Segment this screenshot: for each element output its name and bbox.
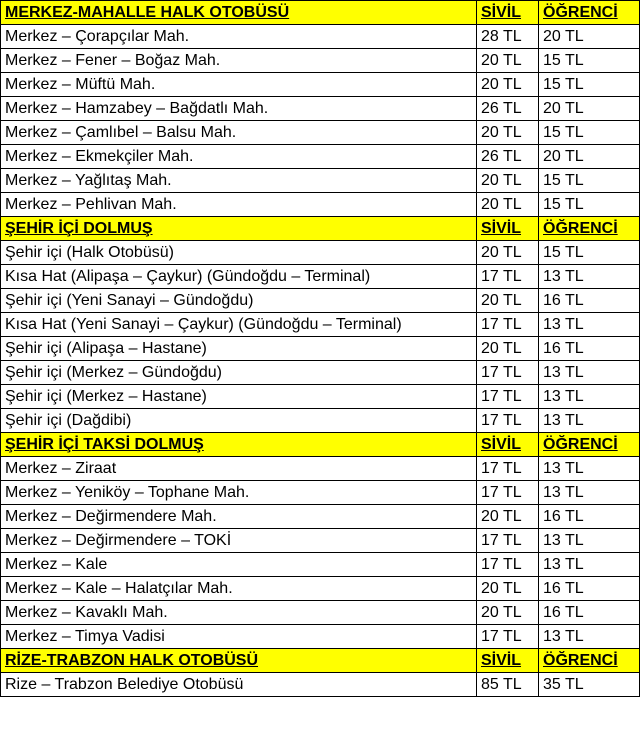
table-row (1, 97, 640, 121)
column-header-ogrenci: ÖĞRENCİ (539, 649, 640, 673)
ogrenci-fare: 35 TL (539, 673, 640, 697)
route-name: Kısa Hat (Yeni Sanayi – Çaykur) (Gündoğdu – Terminal) (1, 313, 477, 337)
sivil-fare: 20 TL (477, 337, 539, 361)
route-name: Merkez – Yeniköy – Tophane Mah. (1, 481, 477, 505)
column-header-ogrenci: ÖĞRENCİ (539, 1, 640, 25)
route-name: Merkez – Fener – Boğaz Mah. (1, 49, 477, 73)
section-title: MERKEZ-MAHALLE HALK OTOBÜSÜ (1, 1, 477, 25)
route-name: Merkez – Değirmendere – TOKİ (1, 529, 477, 553)
sivil-fare: 20 TL (477, 121, 539, 145)
ogrenci-fare: 20 TL (539, 97, 640, 121)
table-row (1, 457, 640, 481)
sivil-fare: 28 TL (477, 25, 539, 49)
ogrenci-fare: 16 TL (539, 505, 640, 529)
ogrenci-fare: 15 TL (539, 121, 640, 145)
ogrenci-fare: 13 TL (539, 313, 640, 337)
sivil-fare: 17 TL (477, 385, 539, 409)
route-name: Merkez – Ekmekçiler Mah. (1, 145, 477, 169)
fare-table-body (1, 1, 640, 697)
table-row (1, 49, 640, 73)
route-name: Şehir içi (Merkez – Hastane) (1, 385, 477, 409)
sivil-fare: 17 TL (477, 529, 539, 553)
sivil-fare: 85 TL (477, 673, 539, 697)
table-row (1, 673, 640, 697)
ogrenci-fare: 13 TL (539, 457, 640, 481)
route-name: Merkez – Ziraat (1, 457, 477, 481)
sivil-fare: 20 TL (477, 193, 539, 217)
sivil-fare: 20 TL (477, 169, 539, 193)
route-name: Merkez – Müftü Mah. (1, 73, 477, 97)
sivil-fare: 17 TL (477, 409, 539, 433)
ogrenci-fare: 13 TL (539, 361, 640, 385)
table-row (1, 577, 640, 601)
route-name: Merkez – Çamlıbel – Balsu Mah. (1, 121, 477, 145)
sivil-fare: 26 TL (477, 145, 539, 169)
table-row (1, 241, 640, 265)
table-row (1, 481, 640, 505)
sivil-fare: 20 TL (477, 289, 539, 313)
ogrenci-fare: 20 TL (539, 25, 640, 49)
section-header-row (1, 433, 640, 457)
table-row (1, 169, 640, 193)
sivil-fare: 17 TL (477, 553, 539, 577)
ogrenci-fare: 16 TL (539, 289, 640, 313)
sivil-fare: 20 TL (477, 505, 539, 529)
column-header-ogrenci: ÖĞRENCİ (539, 433, 640, 457)
table-row (1, 601, 640, 625)
sivil-fare: 17 TL (477, 625, 539, 649)
route-name: Merkez – Hamzabey – Bağdatlı Mah. (1, 97, 477, 121)
sivil-fare: 17 TL (477, 481, 539, 505)
route-name: Şehir içi (Yeni Sanayi – Gündoğdu) (1, 289, 477, 313)
ogrenci-fare: 15 TL (539, 169, 640, 193)
route-name: Rize – Trabzon Belediye Otobüsü (1, 673, 477, 697)
ogrenci-fare: 16 TL (539, 601, 640, 625)
route-name: Merkez – Çorapçılar Mah. (1, 25, 477, 49)
table-row (1, 25, 640, 49)
route-name: Merkez – Timya Vadisi (1, 625, 477, 649)
route-name: Merkez – Kale (1, 553, 477, 577)
table-row (1, 409, 640, 433)
table-row (1, 73, 640, 97)
route-name: Merkez – Değirmendere Mah. (1, 505, 477, 529)
route-name: Şehir içi (Halk Otobüsü) (1, 241, 477, 265)
table-row (1, 313, 640, 337)
sivil-fare: 17 TL (477, 265, 539, 289)
ogrenci-fare: 16 TL (539, 577, 640, 601)
table-row (1, 145, 640, 169)
ogrenci-fare: 13 TL (539, 625, 640, 649)
table-row (1, 361, 640, 385)
ogrenci-fare: 13 TL (539, 481, 640, 505)
column-header-sivil: SİVİL (477, 217, 539, 241)
sivil-fare: 17 TL (477, 313, 539, 337)
sivil-fare: 20 TL (477, 577, 539, 601)
route-name: Merkez – Yağlıtaş Mah. (1, 169, 477, 193)
section-title: RİZE-TRABZON HALK OTOBÜSÜ (1, 649, 477, 673)
ogrenci-fare: 13 TL (539, 553, 640, 577)
ogrenci-fare: 15 TL (539, 193, 640, 217)
section-header-row (1, 217, 640, 241)
section-header-row (1, 1, 640, 25)
ogrenci-fare: 15 TL (539, 241, 640, 265)
table-row (1, 553, 640, 577)
table-row (1, 625, 640, 649)
ogrenci-fare: 15 TL (539, 49, 640, 73)
route-name: Şehir içi (Alipaşa – Hastane) (1, 337, 477, 361)
table-row (1, 193, 640, 217)
table-row (1, 121, 640, 145)
table-row (1, 529, 640, 553)
table-row (1, 505, 640, 529)
ogrenci-fare: 15 TL (539, 73, 640, 97)
ogrenci-fare: 13 TL (539, 409, 640, 433)
table-row (1, 385, 640, 409)
route-name: Merkez – Kavaklı Mah. (1, 601, 477, 625)
sivil-fare: 20 TL (477, 49, 539, 73)
ogrenci-fare: 20 TL (539, 145, 640, 169)
route-name: Merkez – Kale – Halatçılar Mah. (1, 577, 477, 601)
sivil-fare: 26 TL (477, 97, 539, 121)
column-header-ogrenci: ÖĞRENCİ (539, 217, 640, 241)
route-name: Şehir içi (Merkez – Gündoğdu) (1, 361, 477, 385)
section-header-row (1, 649, 640, 673)
table-row (1, 289, 640, 313)
sivil-fare: 20 TL (477, 73, 539, 97)
ogrenci-fare: 13 TL (539, 385, 640, 409)
sivil-fare: 20 TL (477, 241, 539, 265)
sivil-fare: 20 TL (477, 601, 539, 625)
column-header-sivil: SİVİL (477, 433, 539, 457)
sivil-fare: 17 TL (477, 457, 539, 481)
sivil-fare: 17 TL (477, 361, 539, 385)
column-header-sivil: SİVİL (477, 1, 539, 25)
section-title: ŞEHİR İÇİ DOLMUŞ (1, 217, 477, 241)
ogrenci-fare: 16 TL (539, 337, 640, 361)
route-name: Şehir içi (Dağdibi) (1, 409, 477, 433)
table-row (1, 265, 640, 289)
route-name: Kısa Hat (Alipaşa – Çaykur) (Gündoğdu – Terminal) (1, 265, 477, 289)
column-header-sivil: SİVİL (477, 649, 539, 673)
section-title: ŞEHİR İÇİ TAKSİ DOLMUŞ (1, 433, 477, 457)
route-name: Merkez – Pehlivan Mah. (1, 193, 477, 217)
table-row (1, 337, 640, 361)
ogrenci-fare: 13 TL (539, 265, 640, 289)
ogrenci-fare: 13 TL (539, 529, 640, 553)
